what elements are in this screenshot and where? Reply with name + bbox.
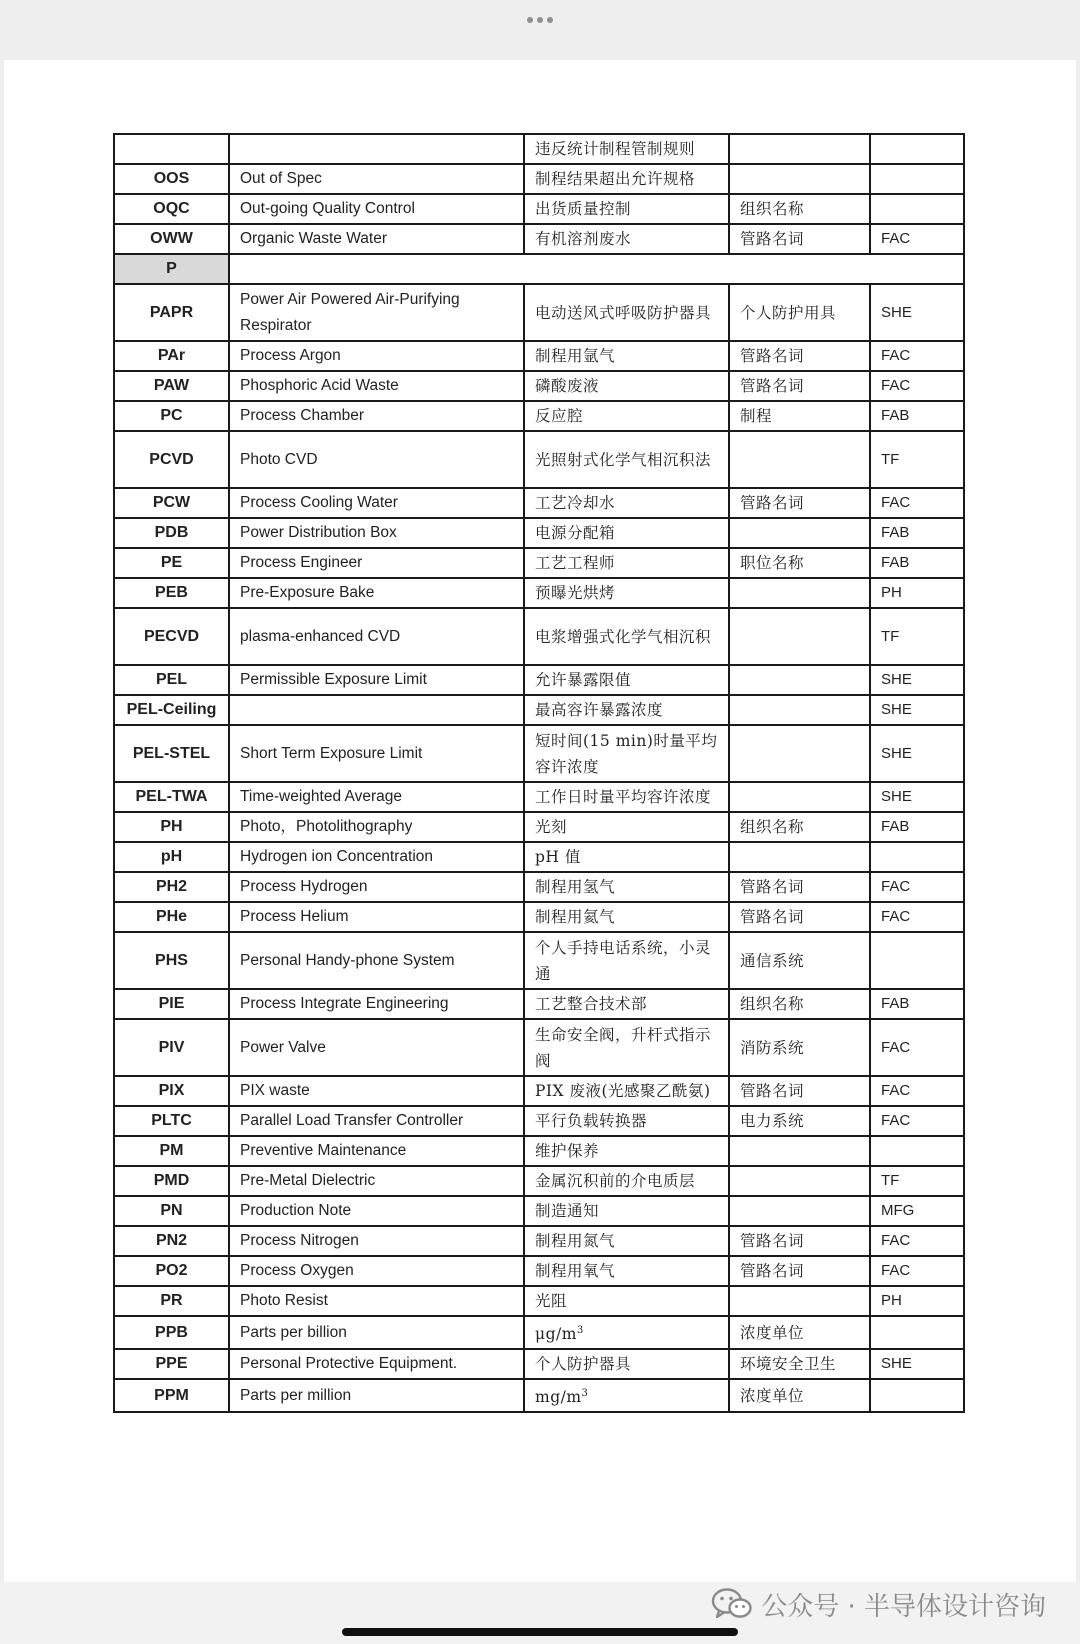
english-term-cell: Permissible Exposure Limit xyxy=(229,665,524,695)
english-term-cell: Power Distribution Box xyxy=(229,518,524,548)
department-cell: PH xyxy=(870,578,964,608)
department-cell: FAC xyxy=(870,224,964,254)
english-term-cell: Process Engineer xyxy=(229,548,524,578)
category-cell: 管路名词 xyxy=(729,1256,870,1286)
english-term-cell: Process Integrate Engineering xyxy=(229,989,524,1019)
more-options-icon[interactable] xyxy=(0,10,1080,30)
chinese-term-cell: 制程用氧气 xyxy=(524,1256,729,1286)
table-row xyxy=(114,1106,964,1136)
abbreviation-cell: PPM xyxy=(114,1379,229,1412)
english-term-cell: Out of Spec xyxy=(229,164,524,194)
category-cell xyxy=(729,518,870,548)
abbreviation-cell: PHS xyxy=(114,932,229,989)
english-term-cell: Power Air Powered Air-Purifying Respirator xyxy=(229,284,524,341)
chinese-term-cell: 有机溶剂废水 xyxy=(524,224,729,254)
abbreviation-cell: PMD xyxy=(114,1166,229,1196)
department-cell: MFG xyxy=(870,1196,964,1226)
category-cell: 通信系统 xyxy=(729,932,870,989)
table-row xyxy=(114,284,964,341)
department-cell: FAC xyxy=(870,1076,964,1106)
english-term-cell: Production Note xyxy=(229,1196,524,1226)
abbreviation-cell: PPB xyxy=(114,1316,229,1349)
category-cell: 消防系统 xyxy=(729,1019,870,1076)
abbreviation-cell: PEB xyxy=(114,578,229,608)
category-cell: 组织名称 xyxy=(729,812,870,842)
category-cell: 组织名称 xyxy=(729,194,870,224)
english-term-cell: Organic Waste Water xyxy=(229,224,524,254)
abbreviation-cell: PDB xyxy=(114,518,229,548)
abbreviation-cell: PEL-Ceiling xyxy=(114,695,229,725)
chinese-term-cell: 磷酸废液 xyxy=(524,371,729,401)
department-cell: SHE xyxy=(870,665,964,695)
department-cell xyxy=(870,1136,964,1166)
table-row xyxy=(114,548,964,578)
department-cell: TF xyxy=(870,431,964,488)
table-row xyxy=(114,164,964,194)
unit-text: μg/m xyxy=(535,1325,577,1344)
category-cell: 环境安全卫生 xyxy=(729,1349,870,1379)
table-row xyxy=(114,518,964,548)
table-row xyxy=(114,989,964,1019)
table-row xyxy=(114,1256,964,1286)
chinese-term-cell: 工艺冷却水 xyxy=(524,488,729,518)
table-row xyxy=(114,194,964,224)
department-cell: TF xyxy=(870,1166,964,1196)
abbreviation-cell: PAW xyxy=(114,371,229,401)
english-term-cell: Pre-Exposure Bake xyxy=(229,578,524,608)
chinese-term-cell: 光照射式化学气相沉积法 xyxy=(524,431,729,488)
chinese-term-cell: 短时间(15 min)时量平均容许浓度 xyxy=(524,725,729,782)
unit-exponent: 3 xyxy=(581,1388,589,1400)
chinese-term-cell: 允许暴露限值 xyxy=(524,665,729,695)
category-cell: 管路名词 xyxy=(729,872,870,902)
abbreviation-cell: PIE xyxy=(114,989,229,1019)
english-term-cell: plasma-enhanced CVD xyxy=(229,608,524,665)
abbreviation-cell: PM xyxy=(114,1136,229,1166)
category-cell xyxy=(729,134,870,164)
table-row xyxy=(114,1166,964,1196)
english-term-cell: Hydrogen ion Concentration xyxy=(229,842,524,872)
category-cell xyxy=(729,1136,870,1166)
table-row xyxy=(114,578,964,608)
chinese-term-cell: 电浆增强式化学气相沉积 xyxy=(524,608,729,665)
english-term-cell: Process Chamber xyxy=(229,401,524,431)
abbreviation-cell: PAr xyxy=(114,341,229,371)
category-cell: 管路名词 xyxy=(729,1076,870,1106)
table-row xyxy=(114,695,964,725)
chinese-term-cell: PIX 废液(光感聚乙酰氨) xyxy=(524,1076,729,1106)
department-cell: SHE xyxy=(870,284,964,341)
chinese-term-cell: 制程用氩气 xyxy=(524,341,729,371)
abbreviation-cell: PEL-TWA xyxy=(114,782,229,812)
chinese-term-cell: 工作日时量平均容许浓度 xyxy=(524,782,729,812)
chinese-term-cell: 预曝光烘烤 xyxy=(524,578,729,608)
english-term-cell: PIX waste xyxy=(229,1076,524,1106)
abbreviation-cell: PECVD xyxy=(114,608,229,665)
department-cell: SHE xyxy=(870,782,964,812)
table-row xyxy=(114,134,964,164)
english-term-cell: Personal Protective Equipment. xyxy=(229,1349,524,1379)
department-cell: FAC xyxy=(870,1106,964,1136)
abbreviation-cell xyxy=(114,134,229,164)
department-cell: SHE xyxy=(870,695,964,725)
table-row xyxy=(114,488,964,518)
department-cell xyxy=(870,1379,964,1412)
abbreviation-cell: PLTC xyxy=(114,1106,229,1136)
category-cell: 组织名称 xyxy=(729,989,870,1019)
chinese-term-cell: 生命安全阀，升杆式指示阀 xyxy=(524,1019,729,1076)
chinese-term-cell: 电源分配箱 xyxy=(524,518,729,548)
department-cell: FAB xyxy=(870,989,964,1019)
category-cell xyxy=(729,1166,870,1196)
table-row xyxy=(114,254,964,284)
department-cell: FAC xyxy=(870,371,964,401)
chinese-term-cell: 制程结果超出允许规格 xyxy=(524,164,729,194)
department-cell xyxy=(870,1316,964,1349)
abbreviation-cell: PR xyxy=(114,1286,229,1316)
abbreviation-cell: PEL-STEL xyxy=(114,725,229,782)
table-row xyxy=(114,1379,964,1412)
category-cell: 管路名词 xyxy=(729,488,870,518)
category-cell: 职位名称 xyxy=(729,548,870,578)
table-row xyxy=(114,608,964,665)
english-term-cell: Photo Resist xyxy=(229,1286,524,1316)
category-cell: 管路名词 xyxy=(729,1226,870,1256)
department-cell: FAB xyxy=(870,548,964,578)
table-row xyxy=(114,872,964,902)
chinese-term-cell: 平行负载转换器 xyxy=(524,1106,729,1136)
english-term-cell: Process Cooling Water xyxy=(229,488,524,518)
english-term-cell: Process Argon xyxy=(229,341,524,371)
chinese-term-cell: 制程用氮气 xyxy=(524,1226,729,1256)
glossary-table xyxy=(113,133,965,1413)
english-term-cell: Process Nitrogen xyxy=(229,1226,524,1256)
table-row xyxy=(114,665,964,695)
abbreviation-cell: PN2 xyxy=(114,1226,229,1256)
chinese-term-cell: 工艺工程师 xyxy=(524,548,729,578)
english-term-cell: Out-going Quality Control xyxy=(229,194,524,224)
english-term-cell: Preventive Maintenance xyxy=(229,1136,524,1166)
table-row xyxy=(114,1196,964,1226)
chinese-term-cell: 光刻 xyxy=(524,812,729,842)
chinese-term-cell: 违反统计制程管制规则 xyxy=(524,134,729,164)
abbreviation-cell: PC xyxy=(114,401,229,431)
english-term-cell: Power Valve xyxy=(229,1019,524,1076)
english-term-cell: Parallel Load Transfer Controller xyxy=(229,1106,524,1136)
abbreviation-cell: PO2 xyxy=(114,1256,229,1286)
chinese-term-cell xyxy=(524,1316,729,1349)
category-cell xyxy=(729,725,870,782)
watermark xyxy=(711,1584,1046,1624)
abbreviation-cell: PAPR xyxy=(114,284,229,341)
table-row xyxy=(114,1316,964,1349)
category-cell: 电力系统 xyxy=(729,1106,870,1136)
department-cell: FAC xyxy=(870,341,964,371)
abbreviation-cell: OOS xyxy=(114,164,229,194)
english-term-cell: Photo CVD xyxy=(229,431,524,488)
table-row xyxy=(114,1286,964,1316)
chinese-term-cell: 个人防护器具 xyxy=(524,1349,729,1379)
abbreviation-cell: PCVD xyxy=(114,431,229,488)
department-cell xyxy=(870,932,964,989)
chinese-term-cell: 出货质量控制 xyxy=(524,194,729,224)
english-term-cell: Parts per billion xyxy=(229,1316,524,1349)
department-cell xyxy=(870,194,964,224)
category-cell: 管路名词 xyxy=(729,371,870,401)
table-row xyxy=(114,782,964,812)
category-cell: 管路名词 xyxy=(729,341,870,371)
table-row xyxy=(114,401,964,431)
chinese-term-cell: 电动送风式呼吸防护器具 xyxy=(524,284,729,341)
chinese-term-cell: 制程用氦气 xyxy=(524,902,729,932)
section-blank xyxy=(229,254,964,284)
english-term-cell xyxy=(229,695,524,725)
english-term-cell: Process Oxygen xyxy=(229,1256,524,1286)
table-row xyxy=(114,725,964,782)
category-cell xyxy=(729,842,870,872)
table-row xyxy=(114,224,964,254)
department-cell: TF xyxy=(870,608,964,665)
abbreviation-cell: pH xyxy=(114,842,229,872)
abbreviation-cell: PH xyxy=(114,812,229,842)
category-cell: 浓度单位 xyxy=(729,1379,870,1412)
category-cell xyxy=(729,608,870,665)
department-cell: FAC xyxy=(870,488,964,518)
chinese-term-cell: 反应腔 xyxy=(524,401,729,431)
department-cell: FAC xyxy=(870,1256,964,1286)
chinese-term-cell: pH 值 xyxy=(524,842,729,872)
abbreviation-cell: PIX xyxy=(114,1076,229,1106)
chinese-term-cell: 光阻 xyxy=(524,1286,729,1316)
category-cell xyxy=(729,1286,870,1316)
english-term-cell: Personal Handy-phone System xyxy=(229,932,524,989)
department-cell xyxy=(870,164,964,194)
english-term-cell xyxy=(229,134,524,164)
unit-exponent: 3 xyxy=(576,1325,584,1336)
table-row xyxy=(114,1349,964,1379)
category-cell xyxy=(729,164,870,194)
abbreviation-cell: PHe xyxy=(114,902,229,932)
table-row xyxy=(114,1136,964,1166)
department-cell xyxy=(870,134,964,164)
abbreviation-cell: PEL xyxy=(114,665,229,695)
chinese-term-cell: 最高容许暴露浓度 xyxy=(524,695,729,725)
category-cell: 制程 xyxy=(729,401,870,431)
home-indicator[interactable] xyxy=(342,1628,738,1636)
department-cell xyxy=(870,842,964,872)
department-cell: SHE xyxy=(870,725,964,782)
table-row xyxy=(114,1019,964,1076)
table-row xyxy=(114,932,964,989)
category-cell: 管路名词 xyxy=(729,224,870,254)
chinese-term-cell: 制程用氢气 xyxy=(524,872,729,902)
section-letter: P xyxy=(114,254,229,284)
english-term-cell: Short Term Exposure Limit xyxy=(229,725,524,782)
table-row xyxy=(114,431,964,488)
english-term-cell: Process Hydrogen xyxy=(229,872,524,902)
category-cell xyxy=(729,695,870,725)
abbreviation-cell: PIV xyxy=(114,1019,229,1076)
category-cell xyxy=(729,578,870,608)
table-row xyxy=(114,341,964,371)
abbreviation-cell: OWW xyxy=(114,224,229,254)
category-cell xyxy=(729,665,870,695)
department-cell: FAB xyxy=(870,401,964,431)
table-row xyxy=(114,842,964,872)
chinese-term-cell xyxy=(524,1379,729,1412)
english-term-cell: Phosphoric Acid Waste xyxy=(229,371,524,401)
category-cell xyxy=(729,431,870,488)
department-cell: FAC xyxy=(870,902,964,932)
english-term-cell: Pre-Metal Dielectric xyxy=(229,1166,524,1196)
department-cell: SHE xyxy=(870,1349,964,1379)
department-cell: FAC xyxy=(870,1019,964,1076)
table-row xyxy=(114,902,964,932)
wechat-icon xyxy=(711,1587,753,1621)
english-term-cell: Parts per million xyxy=(229,1379,524,1412)
chinese-term-cell: 个人手持电话系统，小灵通 xyxy=(524,932,729,989)
table-row xyxy=(114,371,964,401)
department-cell: FAB xyxy=(870,518,964,548)
category-cell xyxy=(729,1196,870,1226)
abbreviation-cell: PN xyxy=(114,1196,229,1226)
abbreviation-cell: PPE xyxy=(114,1349,229,1379)
category-cell: 浓度单位 xyxy=(729,1316,870,1349)
department-cell: PH xyxy=(870,1286,964,1316)
category-cell xyxy=(729,782,870,812)
chinese-term-cell: 维护保养 xyxy=(524,1136,729,1166)
category-cell: 管路名词 xyxy=(729,902,870,932)
chinese-term-cell: 制造通知 xyxy=(524,1196,729,1226)
table-row xyxy=(114,1076,964,1106)
department-cell: FAC xyxy=(870,872,964,902)
watermark-text: 公众号 · 半导体设计咨询 xyxy=(761,1591,1046,1622)
unit-text: mg/m xyxy=(535,1388,582,1407)
abbreviation-cell: PH2 xyxy=(114,872,229,902)
english-term-cell: Time-weighted Average xyxy=(229,782,524,812)
english-term-cell: Process Helium xyxy=(229,902,524,932)
department-cell: FAC xyxy=(870,1226,964,1256)
abbreviation-cell: PCW xyxy=(114,488,229,518)
chinese-term-cell: 金属沉积前的介电质层 xyxy=(524,1166,729,1196)
table-row xyxy=(114,1226,964,1256)
category-cell: 个人防护用具 xyxy=(729,284,870,341)
chinese-term-cell: 工艺整合技术部 xyxy=(524,989,729,1019)
department-cell: FAB xyxy=(870,812,964,842)
table-row xyxy=(114,812,964,842)
english-term-cell: Photo，Photolithography xyxy=(229,812,524,842)
abbreviation-cell: OQC xyxy=(114,194,229,224)
abbreviation-cell: PE xyxy=(114,548,229,578)
